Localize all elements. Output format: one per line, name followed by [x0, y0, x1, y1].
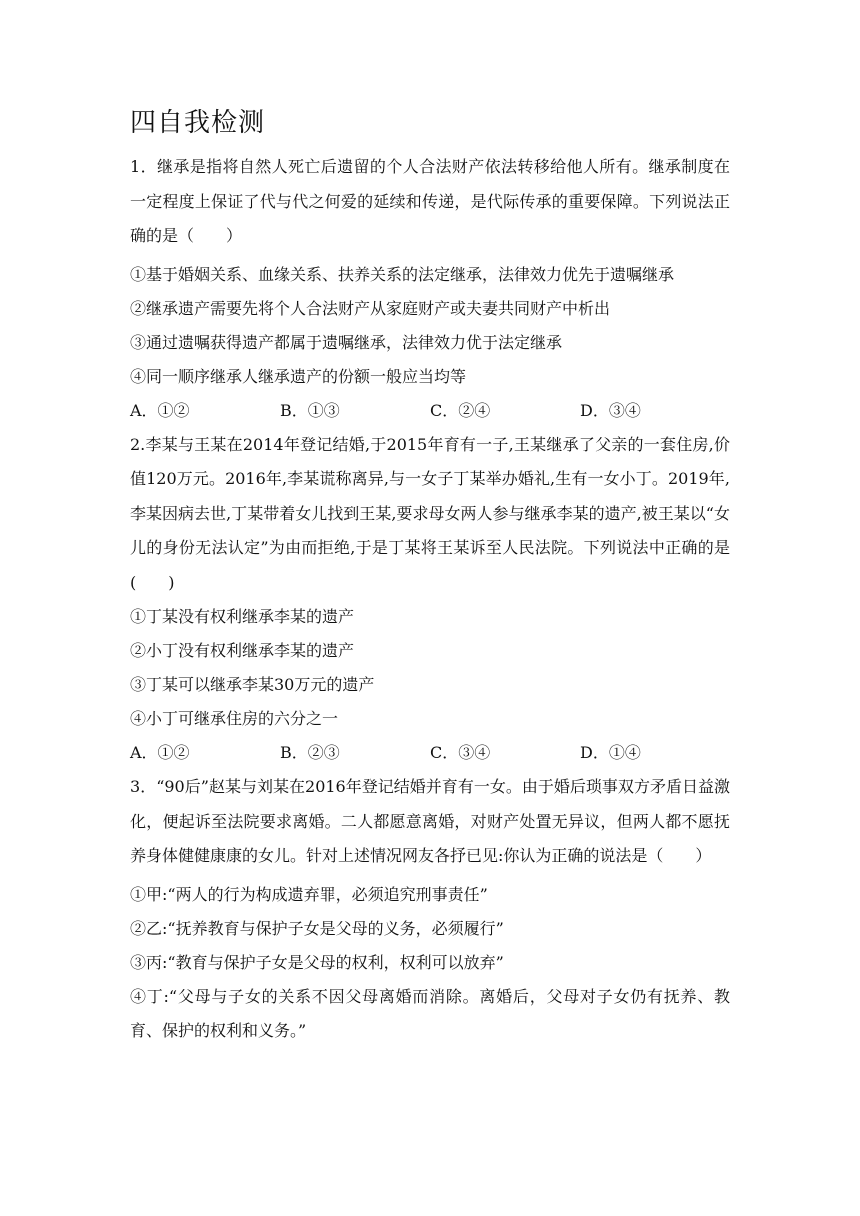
option-item: ④小丁可继承住房的六分之一 — [130, 709, 339, 728]
option-item: ③丁某可以继承李某30万元的遗产 — [130, 675, 375, 694]
question-stem: 3．“90后”赵某与刘某在2016年登记结婚并育有一女。由于婚后琐事双方矛盾日益激化，便起诉至法院要求离婚。二人都愿意离婚，对财产处置无异议，但两人都不愿抚养身体健健康康的女儿。针对上述情况网友各抒已见:你认为正确的说法是（ ） — [130, 777, 730, 865]
option-item: ①丁某没有权利继承李某的遗产 — [130, 607, 355, 626]
choice-a: A．①② — [130, 743, 190, 762]
option-item: ③丙:“教育与保护子女是父母的权利，权利可以放弃” — [130, 952, 504, 972]
option-item: ②继承遗产需要先将个人合法财产从家庭财产或夫妻共同财产中析出 — [130, 298, 611, 318]
option-item: ①基于婚姻关系、血缘关系、扶养关系的法定继承，法律效力优先于遗嘱继承 — [130, 264, 675, 284]
answer-choices — [130, 736, 730, 770]
choice-a: A．①② — [130, 400, 190, 420]
choice-c: C．②④ — [430, 400, 491, 420]
choice-d: D．①④ — [580, 743, 641, 762]
choice-d: D．③④ — [580, 400, 641, 420]
question-2 — [130, 428, 730, 771]
question-stem: 1．继承是指将自然人死亡后遗留的个人合法财产依法转移给他人所有。继承制度在一定程度上保证了代与代之何爱的延续和传递，是代际传承的重要保障。下列说法正确的是（ ） — [130, 157, 730, 245]
choice-b: B．②③ — [280, 743, 340, 762]
choice-c: C．③④ — [430, 743, 491, 762]
option-item: ④丁:“父母与子女的关系不因父母离婚而消除。离婚后，父母对子女仍有抚养、教育、保护的权利和义务。” — [130, 986, 730, 1040]
answer-choices — [130, 394, 730, 428]
question-3 — [130, 770, 730, 1049]
question-1 — [130, 150, 730, 428]
option-item: ②乙:“抚养教育与保护子女是父母的义务，必须履行” — [130, 918, 504, 938]
option-item: ④同一顺序继承人继承遗产的份额一般应当均等 — [130, 366, 467, 386]
question-stem: 2.李某与王某在2014年登记结婚,于2015年育有一子,王某继承了父亲的一套住房,价值120万元。2016年,李某谎称离异,与一女子丁某举办婚礼,生有一女小丁。2019年,李某因病去世,丁某带着女儿找到王某,要求母女两人参与继承李某的遗产,被王某以“女儿的身份无法认定”为由而拒绝,于是丁某将王某诉至人民法院。下列说法中正确的是( ) — [130, 434, 730, 592]
option-item: ①甲:“两人的行为构成遗弃罪，必须追究刑事责任” — [130, 884, 488, 904]
question-list — [130, 150, 730, 1049]
option-item: ②小丁没有权利继承李某的遗产 — [130, 641, 355, 660]
page-title: 四自我检测 — [130, 108, 266, 138]
option-item: ③通过遗嘱获得遗产都属于遗嘱继承，法律效力优于法定继承 — [130, 332, 563, 352]
choice-b: B．①③ — [280, 400, 340, 420]
